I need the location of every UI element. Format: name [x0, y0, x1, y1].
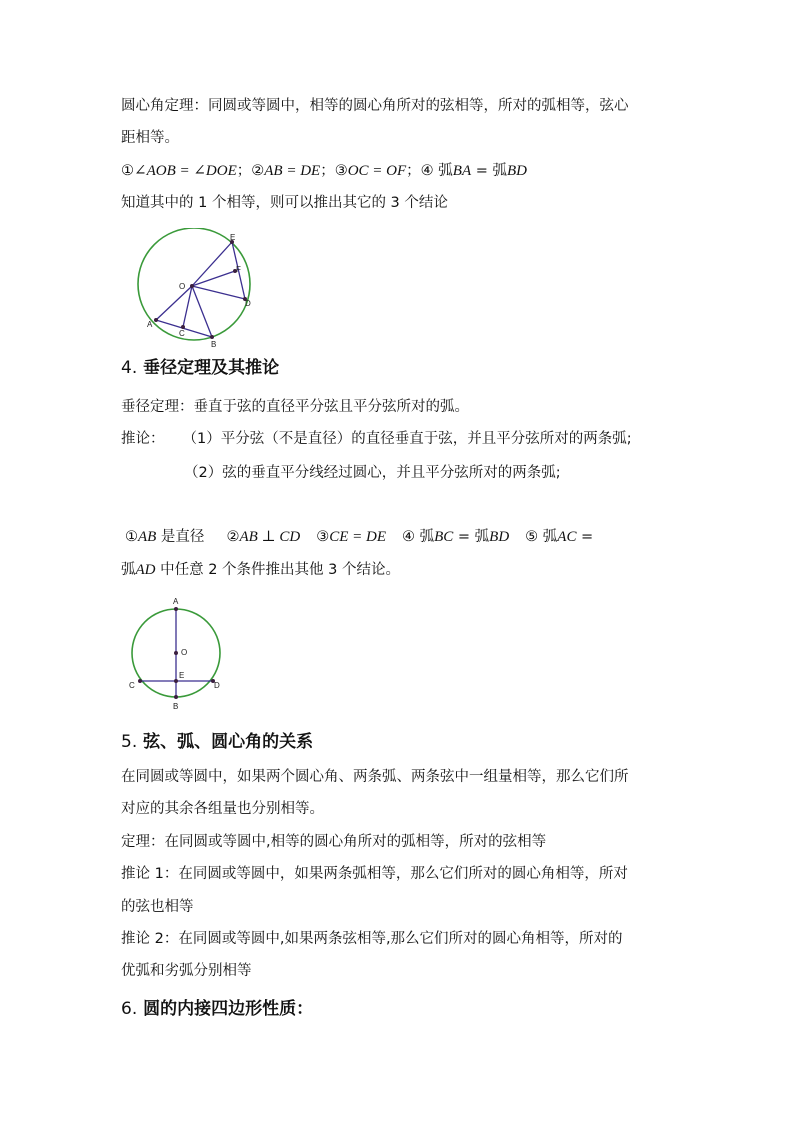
- cond2-math: AB = DE: [264, 163, 321, 179]
- point-o: [174, 651, 178, 655]
- section-5-title: 弦、弧、圆心角的关系: [143, 732, 314, 752]
- cond4-eq: = 弧: [471, 163, 507, 179]
- line2-text: 中任意 2 个条件推出其他 3 个结论。: [155, 562, 400, 578]
- corollary-1-line: [121, 429, 632, 449]
- corollary-label: 推论：: [121, 431, 165, 447]
- cond1-mark: ①: [121, 163, 134, 179]
- perpendicular-diameter-theorem: 垂径定理：垂直于弦的直径平分弦且平分弦所对的弧。: [121, 399, 469, 415]
- c4-math1: BC: [434, 529, 454, 545]
- corollary-1: （1）平分弦（不是直径）的直径垂直于弦，并且平分弦所对的两条弧;: [182, 431, 632, 447]
- relation-corollary-2-line2: 优弧和劣弧分别相等: [121, 963, 252, 979]
- c3-math: CE = DE: [329, 529, 387, 545]
- label-a: A: [147, 320, 153, 329]
- segment-oa: [156, 286, 192, 320]
- c5-mark: ⑤ 弧: [525, 529, 558, 545]
- label-e: E: [179, 671, 185, 680]
- point-o: [190, 284, 194, 288]
- point-b: [210, 335, 214, 339]
- c3-mark: ③: [316, 529, 330, 545]
- section-4-heading: [121, 357, 279, 379]
- label-f: F: [236, 265, 241, 274]
- cond3-mark: ③: [334, 163, 348, 179]
- perpendicular-conditions: [125, 527, 593, 547]
- segment-ob: [192, 286, 212, 337]
- c1-math: AB: [138, 529, 157, 545]
- c1-mark: ①: [125, 529, 138, 545]
- section-6-heading: [121, 998, 313, 1020]
- c2-math: AB ⊥ CD: [239, 529, 301, 545]
- corollary-2: （2）弦的垂直平分线经过圆心，并且平分弦所对的两条弧;: [184, 465, 561, 481]
- c4-mark: ④ 弧: [402, 529, 435, 545]
- cond-separator: ；: [320, 163, 335, 179]
- cond-separator: ；: [406, 163, 421, 179]
- label-c: C: [129, 681, 135, 690]
- line2-prefix: 弧: [121, 562, 136, 578]
- perpendicular-conditions-line2: [121, 560, 400, 580]
- central-angle-theorem-line2: 距相等。: [121, 130, 179, 146]
- c4-math2: BD: [489, 529, 510, 545]
- cond1-math: ∠AOB = ∠DOE: [134, 163, 237, 179]
- central-angle-conclusion: 知道其中的 1 个相等，则可以推出其它的 3 个结论: [121, 195, 448, 211]
- c1-text: 是直径: [156, 529, 205, 545]
- c5-eq: =: [576, 529, 594, 545]
- relation-corollary-1-line1: 推论 1：在同圆或等圆中，如果两条弧相等，那么它们所对的圆心角相等，所对: [121, 866, 628, 882]
- relation-paragraph-line2: 对应的其余各组量也分别相等。: [121, 801, 324, 817]
- label-o: O: [181, 648, 188, 657]
- cond3-math: OC = OF: [347, 163, 407, 179]
- central-angle-figure: [133, 228, 263, 350]
- section-5-number: 5.: [121, 732, 138, 752]
- section-4-title: 垂径定理及其推论: [143, 358, 280, 378]
- point-c: [138, 679, 142, 683]
- point-a: [154, 318, 158, 322]
- cond-separator: ；: [236, 163, 252, 179]
- c4-eq: = 弧: [453, 529, 490, 545]
- label-c: C: [179, 329, 185, 338]
- cond2-mark: ②: [251, 163, 265, 179]
- segment-oc: [183, 286, 192, 327]
- cond4-math1: BA: [452, 163, 472, 179]
- label-o: O: [179, 282, 186, 291]
- label-b: B: [173, 702, 179, 711]
- central-angle-conditions: [121, 161, 527, 181]
- section-5-heading: [121, 731, 313, 753]
- point-b: [174, 695, 178, 699]
- relation-corollary-1-line2: 的弦也相等: [121, 899, 194, 915]
- point-a: [174, 607, 178, 611]
- relation-theorem: 定理：在同圆或等圆中,相等的圆心角所对的弧相等，所对的弦相等: [121, 834, 547, 850]
- c5-math: AC: [557, 529, 577, 545]
- central-angle-theorem-line1: 圆心角定理：同圆或等圆中，相等的圆心角所对的弦相等，所对的弧相等，弦心: [121, 98, 629, 114]
- line2-math: AD: [135, 562, 156, 578]
- segment-od: [192, 286, 245, 299]
- section-6-number: 6.: [121, 999, 138, 1019]
- c2-mark: ②: [226, 529, 240, 545]
- label-b: B: [211, 340, 217, 349]
- label-a: A: [173, 597, 179, 606]
- label-d: D: [245, 299, 251, 308]
- cond4-mark: ④ 弧: [420, 163, 453, 179]
- section-6-title: 圆的内接四边形性质：: [143, 999, 314, 1019]
- relation-corollary-2-line1: 推论 2：在同圆或等圆中,如果两条弦相等,那么它们所对的圆心角相等，所对的: [121, 931, 623, 947]
- point-e: [174, 679, 178, 683]
- perpendicular-diameter-figure: [123, 593, 227, 711]
- cond4-math2: BD: [506, 163, 527, 179]
- label-e: E: [230, 233, 236, 242]
- label-d: D: [214, 681, 220, 690]
- relation-paragraph-line1: 在同圆或等圆中，如果两个圆心角、两条弧、两条弦中一组量相等，那么它们所: [121, 769, 629, 785]
- section-4-number: 4.: [121, 358, 138, 378]
